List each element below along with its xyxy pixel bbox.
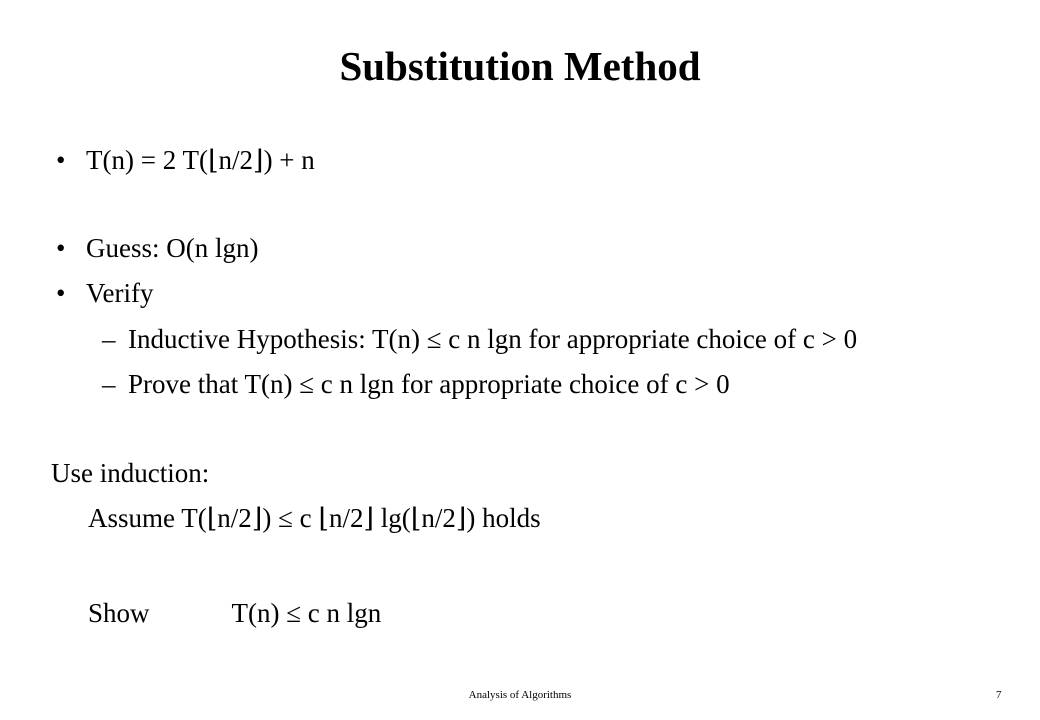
- dash-marker: –: [102, 324, 116, 354]
- slide-title: Substitution Method: [339, 43, 701, 89]
- page-number: 7: [996, 689, 1002, 701]
- assume-floor-1: n/2: [217, 503, 252, 533]
- bullet-marker: •: [56, 278, 66, 308]
- floor-right-bracket: ⌋: [455, 503, 467, 533]
- floor-left-bracket: ⌊: [318, 503, 329, 533]
- dash-marker: –: [102, 369, 116, 399]
- assume-text-1: T(: [175, 503, 207, 533]
- bullet-marker: •: [56, 145, 66, 175]
- slide-footer: Analysis of Algorithms: [468, 689, 572, 701]
- floor-left-bracket: ⌊: [206, 503, 218, 533]
- recurrence-suffix: ) + n: [263, 145, 315, 175]
- floor-left-bracket: ⌊: [410, 503, 422, 533]
- assume-text-2: ) ≤ c: [262, 503, 319, 533]
- recurrence-prefix: T(n) = 2 T(: [86, 145, 208, 175]
- sub-item-hypothesis: Inductive Hypothesis: T(n) ≤ c n lgn for appropriate choice of c > 0: [128, 324, 858, 354]
- assume-floor-3: n/2: [421, 503, 456, 533]
- floor-right-bracket: ⌋: [251, 503, 263, 533]
- sub-item-prove: Prove that T(n) ≤ c n lgn for appropriate choice of c > 0: [128, 369, 730, 399]
- recurrence-line: [86, 143, 315, 177]
- show-label: Show: [88, 598, 150, 628]
- bullet-marker: •: [56, 233, 66, 263]
- floor-right-bracket: ⌋: [253, 145, 264, 175]
- show-expression: T(n) ≤ c n lgn: [231, 598, 382, 628]
- assume-floor-2: n/2: [328, 503, 364, 533]
- guess-line: Guess: O(n lgn): [86, 233, 259, 263]
- recurrence-floor-arg: n/2: [218, 145, 254, 175]
- assume-line: [88, 501, 541, 535]
- show-line: [88, 596, 381, 630]
- assume-text-3: lg(: [374, 503, 411, 533]
- floor-left-bracket: ⌊: [207, 145, 219, 175]
- assume-label: Assume: [88, 503, 175, 533]
- assume-text-4: ) holds: [466, 503, 541, 533]
- use-induction-line: Use induction:: [51, 458, 210, 488]
- verify-line: Verify: [86, 278, 154, 308]
- floor-right-bracket: ⌋: [363, 503, 375, 533]
